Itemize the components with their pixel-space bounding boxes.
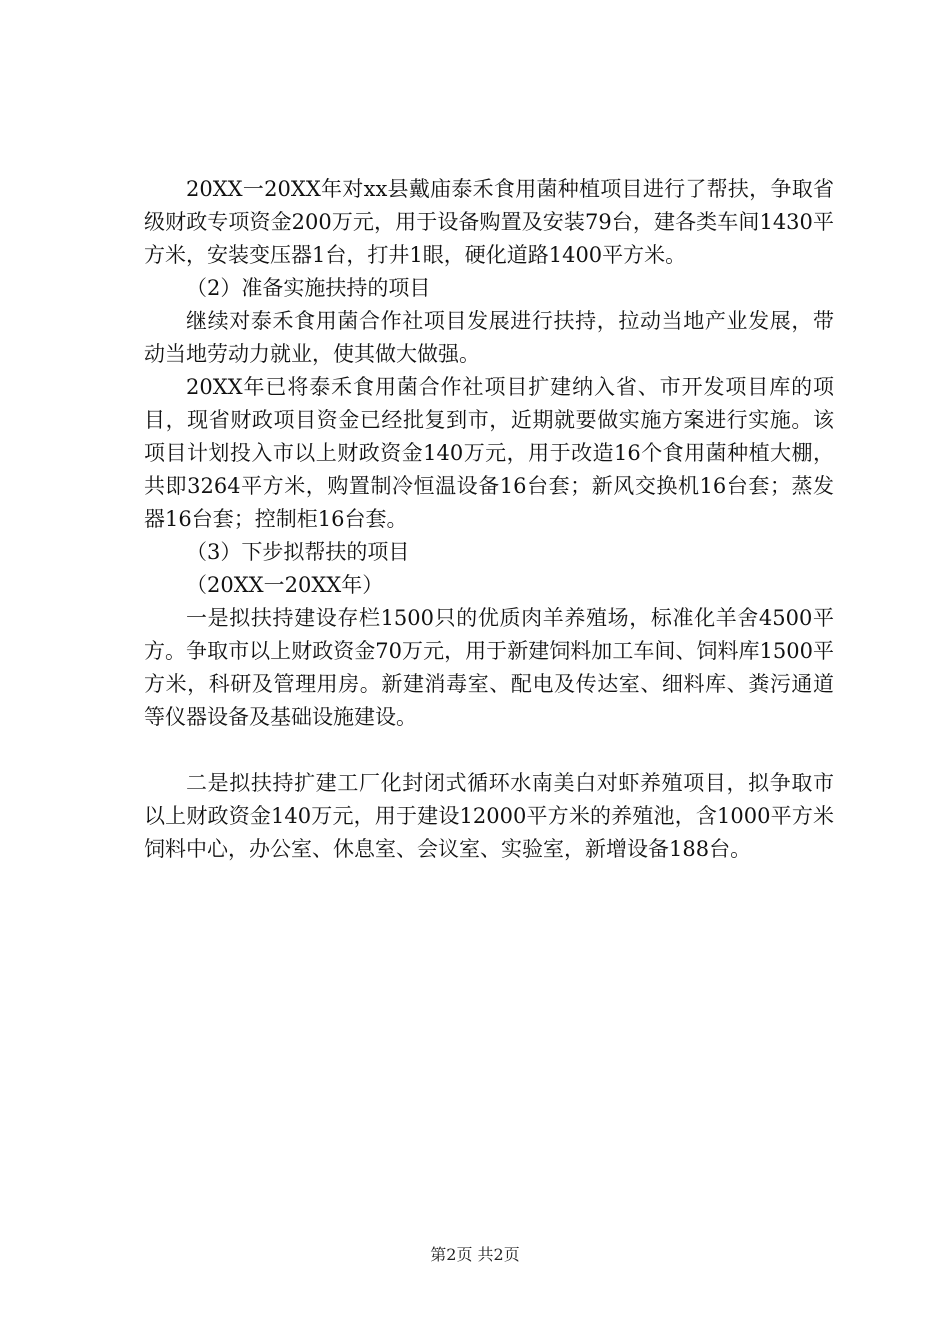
page-footer: 第2页 共2页 bbox=[430, 1245, 520, 1264]
heading-planned-projects: （2）准备实施扶持的项目 bbox=[186, 276, 431, 300]
heading-year-range: （20XX一20XX年） bbox=[186, 573, 384, 597]
paragraph-sheep-farm-project: 一是拟扶持建设存栏1500只的优质肉羊养殖场，标准化羊舍4500平方。争取市以上财政资金70万元，用于新建饲料加工车间、饲料库1500平方米，科研及管理用房。新建消毒室、配电及传达室、细料库、粪污通道等仪器设备及基础设施建设。 bbox=[144, 606, 834, 729]
paragraph-spacer bbox=[144, 734, 834, 767]
heading-next-step-projects: （3）下步拟帮扶的项目 bbox=[186, 540, 410, 564]
paragraph-project-support-history: 20XX一20XX年对xx县戴庙泰禾食用菌种植项目进行了帮扶，争取省级财政专项资金200万元，用于设备购置及安装79台，建各类车间1430平方米，安装变压器1台，打井1眼，硬化道路1400平方米。 bbox=[144, 177, 834, 267]
paragraph-expansion-plan: 20XX年已将泰禾食用菌合作社项目扩建纳入省、市开发项目库的项目，现省财政项目资金已经批复到市，近期就要做实施方案进行实施。该项目计划投入市以上财政资金140万元，用于改造16个食用菌种植大棚，共即3264平方米，购置制冷恒温设备16台套；新风交换机16台套；蒸发器16台套；控制柜16台套。 bbox=[144, 375, 834, 531]
paragraph-shrimp-farm-project: 二是拟扶持扩建工厂化封闭式循环水南美白对虾养殖项目，拟争取市以上财政资金140万元，用于建设12000平方米的养殖池，含1000平方米饲料中心，办公室、休息室、会议室、实验室，新增设备188台。 bbox=[144, 771, 834, 861]
paragraph-continue-support: 继续对泰禾食用菌合作社项目发展进行扶持，拉动当地产业发展，带动当地劳动力就业，使其做大做强。 bbox=[144, 309, 834, 366]
document-body bbox=[144, 173, 834, 866]
